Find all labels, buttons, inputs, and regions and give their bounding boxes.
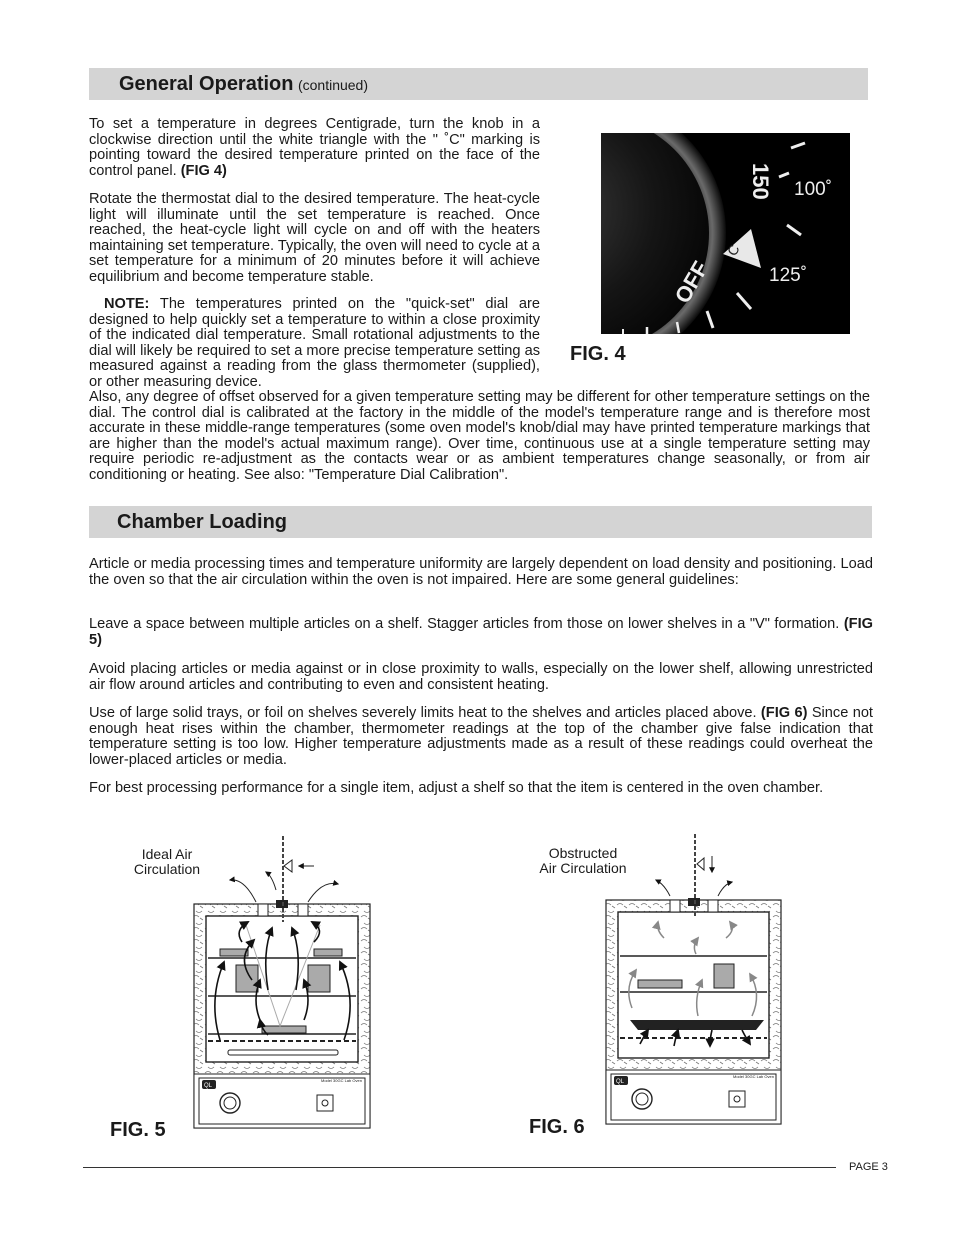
fig-reference: (FIG 5) (89, 616, 873, 648)
thermostat-dial-photo (601, 133, 850, 334)
fig-reference: (FIG 6) (760, 705, 808, 721)
dial-mark-off: OFF (669, 256, 714, 308)
dial-mark-150: 150 (748, 163, 773, 200)
paragraph-thermostat: Rotate the thermostat dial to the desired temperature. The heat-cycle light will illuminate until the set temperature is reached. Once reached, the heat-cycle light will cycle on and off with the heaters maintaining set temperature. Typically, the oven will need to cycle at a set temperature for a minimum of 20 minutes before it will achieve equilibrium and become temperature stable. (89, 191, 540, 285)
paragraph-note: NOTE: The temperatures printed on the "quick-set" dial are designed to help quickly set a temperature to within a close proximity of the indicated dial temperature. Small rotational adjustments to the dial will likely be required to set a more precise temperature setting as measured against a reading from the glass thermometer (supplied), or other measuring device. (89, 296, 540, 390)
fig5-panel-model: Model 30GC Lab Oven (321, 1078, 362, 1083)
section-subtitle: (continued) (297, 77, 368, 93)
dial-mark-125: 125˚ (769, 265, 808, 286)
dial-mark-100: 100˚ (794, 179, 833, 200)
section-header-chamber-loading (89, 506, 872, 538)
section-title: Chamber Loading (117, 511, 288, 533)
fig5-logo: QL (204, 1083, 213, 1089)
dial-c-mark: C (723, 241, 743, 259)
fig6-oven-diagram (592, 830, 792, 1132)
paragraph-trays: Use of large solid trays, or foil on shelves severely limits heat to the shelves and articles placed above. (FIG 6) Since not enough heat rises within the chamber, thermometer readings at the top of the chamber give false indication that temperature setting is too low. Higher temperature adjustments made as a result of these readings could overheat the lower-placed articles or media. (89, 705, 873, 768)
paragraph-loading-intro: Article or media processing times and temperature uniformity are largely dependent on load density and positioning. Load the oven so that the air circulation within the oven is not impaired. Here are some general guidelines: (89, 556, 873, 588)
section-title: General Operation (119, 73, 294, 95)
fig-reference: (FIG 4) (180, 162, 227, 179)
fig6-logo: QL (616, 1079, 625, 1085)
fig5-caption: Ideal Air Circulation (133, 846, 201, 877)
paragraph-walls: Avoid placing articles or media against or in close proximity to walls, especially on the lower shelf, allowing unrestricted air flow around articles and contributing to even and consistent heating. (89, 661, 873, 693)
paragraph-stagger: Leave a space between multiple articles on a shelf. Stagger articles from those on lower shelves in a "V" formation. (FIG 5) (89, 616, 873, 648)
paragraph-note-continued: Also, any degree of offset observed for a given temperature setting may be different for other temperature settings on the dial. The control dial is calibrated at the factory in the middle of the model's temperature range and is therefore most accurate in these middle-range temperatures (some oven model's knob/dial may have printed temperature markings that are higher than the model's actual maximum range). Over time, continuous use at a single temperature setting may require periodic re-adjustment as the contacts wear or as ambient temperatures change seasonally, or from air conditioning or heating. See also: "Temperature Dial Calibration". (89, 389, 870, 483)
fig6-caption: Obstructed Air Circulation (539, 845, 627, 876)
paragraph-set-temperature: To set a temperature in degrees Centigrade, turn the knob in a clockwise direction until the white triangle with the " ˚C" marking is pointing toward the desired temperature printed on the face of the control panel. (FIG 4) (89, 116, 540, 179)
fig6-label: FIG. 6 (529, 1116, 585, 1138)
page-number: PAGE 3 (849, 1161, 888, 1173)
section-header-general-operation (89, 68, 868, 100)
paragraph-single-item: For best processing performance for a single item, adjust a shelf so that the item is centered in the oven chamber. (89, 780, 824, 796)
fig5-label: FIG. 5 (110, 1119, 166, 1141)
fig5-oven-diagram (180, 830, 380, 1132)
note-label: NOTE: (104, 296, 150, 312)
footer-rule (83, 1167, 836, 1168)
fig4-label: FIG. 4 (570, 343, 626, 365)
fig6-panel-model: Model 30GC Lab Oven (733, 1074, 774, 1079)
